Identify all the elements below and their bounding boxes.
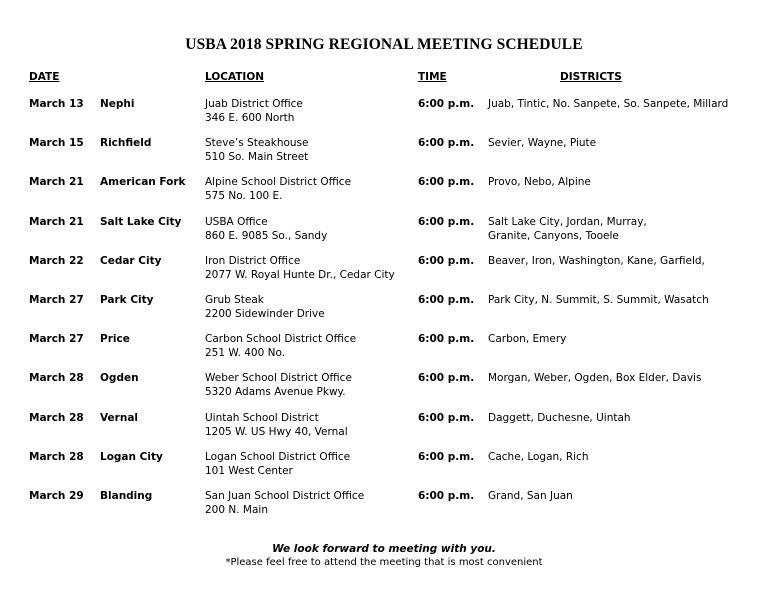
schedule-table bbox=[0, 97, 768, 528]
table-row bbox=[0, 489, 768, 528]
table-row bbox=[0, 215, 768, 254]
meeting-city: Blanding bbox=[100, 489, 153, 502]
header-location: LOCATION bbox=[205, 71, 265, 83]
header-districts: DISTRICTS bbox=[560, 71, 622, 83]
meeting-city: Vernal bbox=[100, 411, 139, 424]
meeting-date: March 27 bbox=[29, 293, 84, 306]
meeting-districts bbox=[488, 489, 758, 503]
districts-line-1: Daggett, Duchesne, Uintah bbox=[488, 411, 631, 424]
location-address: 860 E. 9085 So., Sandy bbox=[205, 229, 328, 242]
meeting-location bbox=[205, 371, 352, 399]
meeting-location bbox=[205, 489, 364, 517]
meeting-districts bbox=[488, 136, 758, 150]
location-name: Alpine School District Office bbox=[205, 176, 352, 189]
meeting-location bbox=[205, 411, 348, 439]
meeting-location bbox=[205, 136, 308, 164]
location-name: USBA Office bbox=[205, 215, 268, 228]
table-row bbox=[0, 332, 768, 371]
meeting-districts bbox=[488, 332, 758, 346]
districts-line-1: Grand, San Juan bbox=[488, 489, 573, 502]
meeting-city: Ogden bbox=[100, 372, 139, 385]
meeting-date: March 22 bbox=[29, 254, 84, 267]
meeting-city: Nephi bbox=[100, 98, 135, 110]
districts-line-2: Granite, Canyons, Tooele bbox=[488, 229, 619, 242]
table-row bbox=[0, 293, 768, 332]
meeting-date: March 27 bbox=[29, 333, 84, 346]
meeting-time: 6:00 p.m. bbox=[418, 254, 475, 267]
meeting-location bbox=[205, 175, 351, 203]
meeting-date: March 21 bbox=[29, 176, 84, 189]
meeting-date: March 28 bbox=[29, 411, 84, 424]
meeting-city: Cedar City bbox=[100, 254, 162, 267]
location-address: 2077 W. Royal Hunte Dr., Cedar City bbox=[205, 268, 395, 281]
meeting-time: 6:00 p.m. bbox=[418, 215, 475, 228]
meeting-districts bbox=[488, 97, 758, 111]
location-name: Weber School District Office bbox=[205, 372, 352, 385]
location-address: 5320 Adams Avenue Pkwy. bbox=[205, 386, 346, 399]
table-row bbox=[0, 97, 768, 136]
meeting-location bbox=[205, 293, 325, 321]
meeting-date: March 28 bbox=[29, 372, 84, 385]
table-row bbox=[0, 371, 768, 410]
header-date: DATE bbox=[29, 71, 60, 83]
location-name: Steve’s Steakhouse bbox=[205, 137, 309, 150]
meeting-date: March 29 bbox=[29, 489, 84, 502]
meeting-time: 6:00 p.m. bbox=[418, 372, 475, 385]
table-row bbox=[0, 175, 768, 214]
meeting-date: March 13 bbox=[29, 98, 84, 110]
meeting-time: 6:00 p.m. bbox=[418, 333, 475, 346]
districts-line-1: Morgan, Weber, Ogden, Box Elder, Davis bbox=[488, 372, 702, 385]
meeting-city: Salt Lake City bbox=[100, 215, 182, 228]
meeting-location bbox=[205, 450, 350, 478]
meeting-location bbox=[205, 254, 395, 282]
meeting-city: Park City bbox=[100, 293, 154, 306]
meeting-time: 6:00 p.m. bbox=[418, 411, 475, 424]
location-address: 2200 Sidewinder Drive bbox=[205, 307, 325, 320]
meeting-time: 6:00 p.m. bbox=[418, 489, 475, 502]
location-name: Iron District Office bbox=[205, 254, 301, 267]
meeting-time: 6:00 p.m. bbox=[418, 293, 475, 306]
location-name: Uintah School District bbox=[205, 411, 319, 424]
meeting-date: March 15 bbox=[29, 137, 84, 150]
table-row bbox=[0, 450, 768, 489]
attendance-note: *Please feel free to attend the meeting that is most convenient bbox=[225, 557, 543, 568]
location-address: 1205 W. US Hwy 40, Vernal bbox=[205, 425, 348, 438]
location-name: Logan School District Office bbox=[205, 450, 351, 463]
meeting-districts bbox=[488, 175, 758, 189]
location-address: 575 No. 100 E. bbox=[205, 190, 283, 203]
meeting-location bbox=[205, 332, 356, 360]
meeting-districts bbox=[488, 254, 758, 268]
districts-line-1: Cache, Logan, Rich bbox=[488, 450, 589, 463]
meeting-location bbox=[205, 215, 327, 243]
location-name: Grub Steak bbox=[205, 293, 264, 306]
meeting-city: Logan City bbox=[100, 450, 163, 463]
meeting-date: March 21 bbox=[29, 215, 84, 228]
meeting-districts bbox=[488, 293, 758, 307]
table-row bbox=[0, 136, 768, 175]
meeting-districts bbox=[488, 411, 758, 425]
meeting-districts bbox=[488, 450, 758, 464]
meeting-city: Richfield bbox=[100, 137, 152, 150]
meeting-city: Price bbox=[100, 333, 130, 346]
meeting-districts bbox=[488, 371, 758, 385]
location-address: 346 E. 600 North bbox=[205, 112, 295, 124]
location-address: 101 West Center bbox=[205, 464, 293, 477]
location-address: 510 So. Main Street bbox=[205, 151, 309, 164]
location-address: 200 N. Main bbox=[205, 503, 268, 516]
districts-line-1: Beaver, Iron, Washington, Kane, Garfield, bbox=[488, 254, 705, 267]
location-name: Juab District Office bbox=[205, 98, 303, 110]
closing-message: We look forward to meeting with you. bbox=[272, 543, 496, 555]
districts-line-1: Park City, N. Summit, S. Summit, Wasatch bbox=[488, 293, 709, 306]
table-row bbox=[0, 411, 768, 450]
location-address: 251 W. 400 No. bbox=[205, 347, 286, 360]
districts-line-1: Provo, Nebo, Alpine bbox=[488, 176, 591, 189]
districts-line-1: Carbon, Emery bbox=[488, 333, 567, 346]
meeting-time: 6:00 p.m. bbox=[418, 450, 475, 463]
districts-line-1: Sevier, Wayne, Piute bbox=[488, 137, 597, 150]
meeting-districts bbox=[488, 215, 758, 243]
meeting-time: 6:00 p.m. bbox=[418, 137, 475, 150]
header-time: TIME bbox=[418, 71, 447, 83]
meeting-time: 6:00 p.m. bbox=[418, 176, 475, 189]
location-name: Carbon School District Office bbox=[205, 333, 357, 346]
location-name: San Juan School District Office bbox=[205, 489, 365, 502]
meeting-location bbox=[205, 97, 303, 125]
table-row bbox=[0, 254, 768, 293]
districts-line-1: Juab, Tintic, No. Sanpete, So. Sanpete, Millard bbox=[488, 98, 729, 110]
meeting-date: March 28 bbox=[29, 450, 84, 463]
meeting-time: 6:00 p.m. bbox=[418, 98, 475, 110]
meeting-city: American Fork bbox=[100, 176, 186, 189]
page-title: USBA 2018 SPRING REGIONAL MEETING SCHEDULE bbox=[185, 36, 583, 53]
districts-line-1: Salt Lake City, Jordan, Murray, bbox=[488, 215, 647, 228]
